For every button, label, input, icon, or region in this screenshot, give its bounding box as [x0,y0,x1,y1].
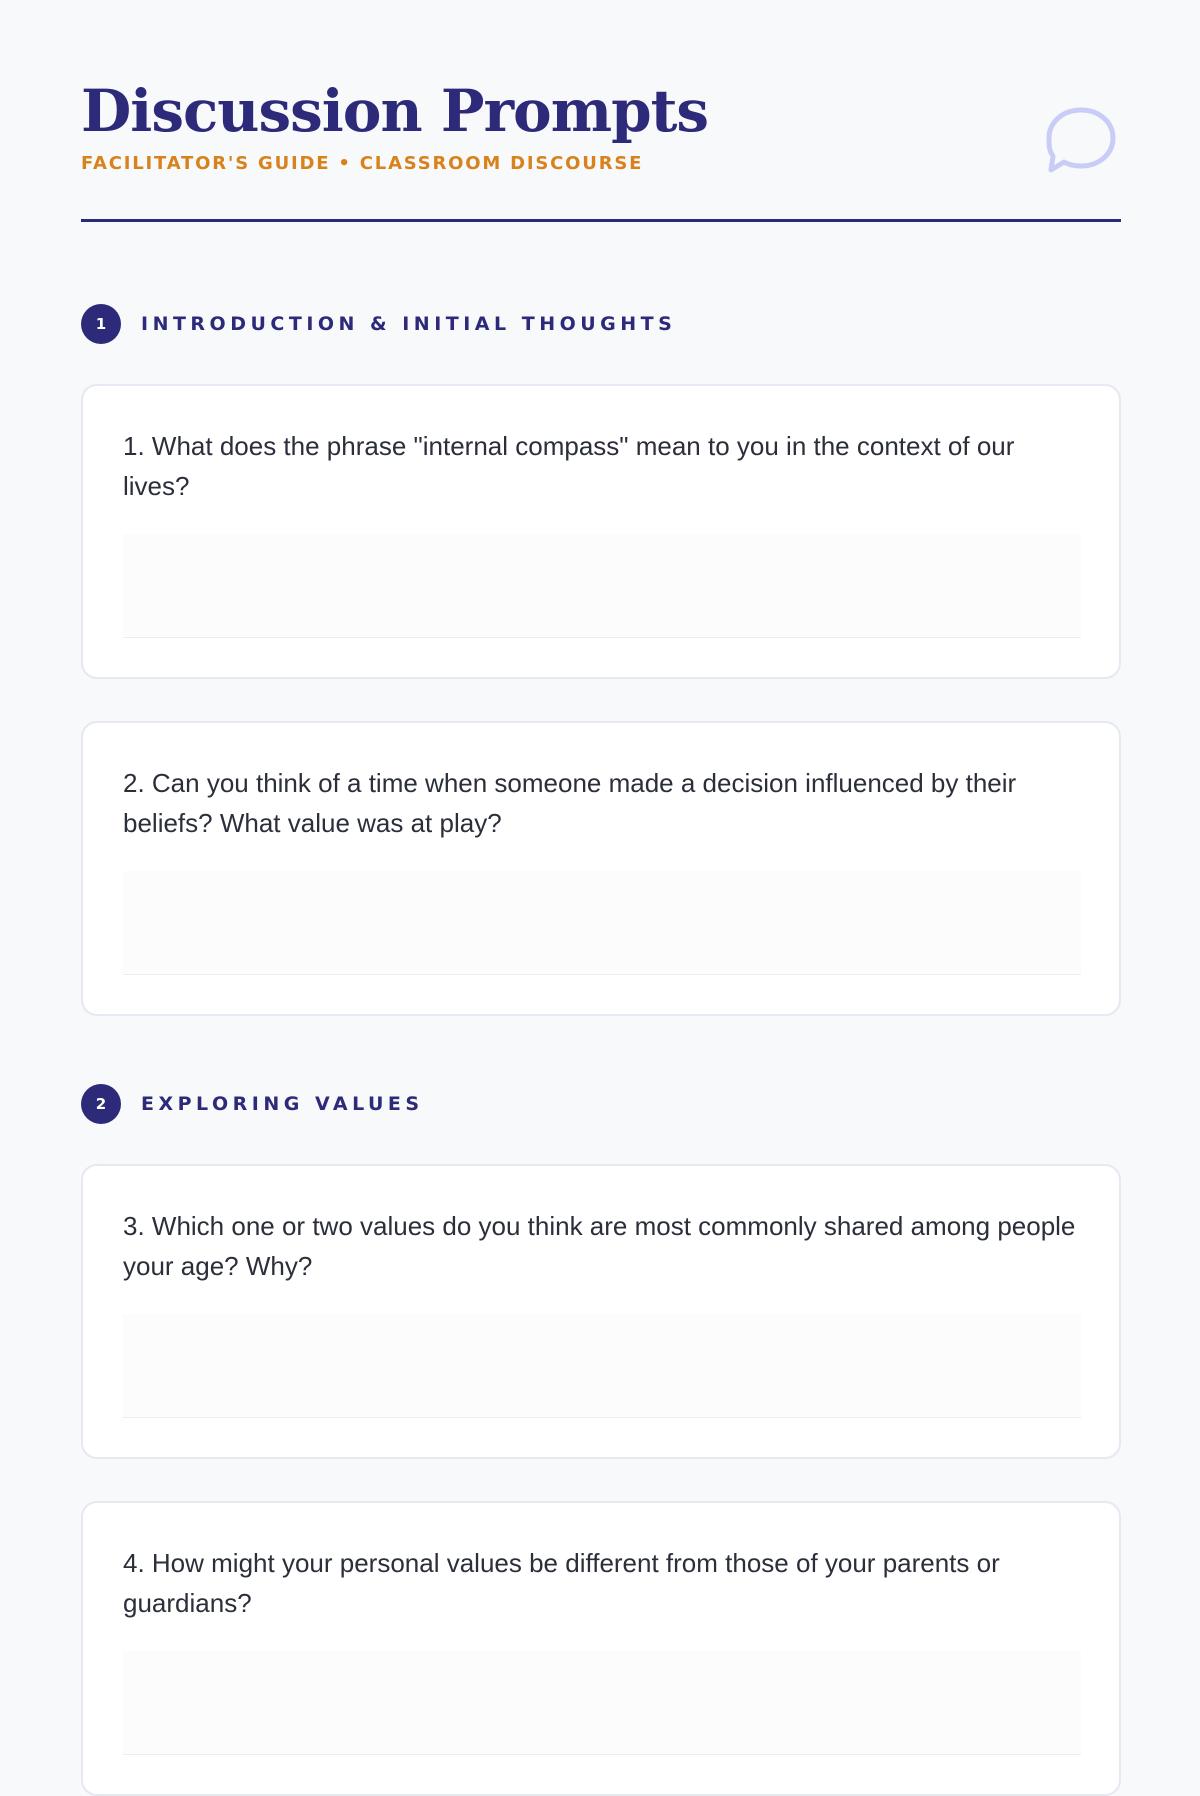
page-header [81,0,1121,222]
section-number-badge: 2 [81,1084,121,1124]
section-header-intro [81,304,676,344]
section-title: INTRODUCTION & INITIAL THOUGHTS [141,313,677,335]
prompt-question: 4. How might your personal values be different from those of your parents or guardians? [123,1548,1000,1618]
prompt-question: 1. What does the phrase "internal compass" mean to you in the context of our lives? [123,431,1015,501]
response-area[interactable] [123,871,1081,975]
section-number-badge: 1 [81,304,121,344]
prompt-card [81,721,1121,1016]
prompt-card [81,384,1121,679]
section-header-values [81,1084,424,1124]
chat-bubble-icon [1041,100,1121,180]
response-area[interactable] [123,534,1081,638]
page-subtitle: FACILITATOR'S GUIDE • CLASSROOM DISCOURSE [81,153,644,174]
prompt-question: 3. Which one or two values do you think are most commonly shared among people your age? Why? [123,1211,1076,1281]
prompt-question: 2. Can you think of a time when someone made a decision influenced by their beliefs? What value was at play? [123,768,1017,838]
discussion-page [81,0,1121,1618]
response-area[interactable] [123,1651,1081,1755]
section-title: EXPLORING VALUES [141,1093,424,1115]
prompt-card [81,1164,1121,1459]
prompt-card [81,1501,1121,1796]
response-area[interactable] [123,1314,1081,1418]
page-title: Discussion Prompts [81,77,709,145]
